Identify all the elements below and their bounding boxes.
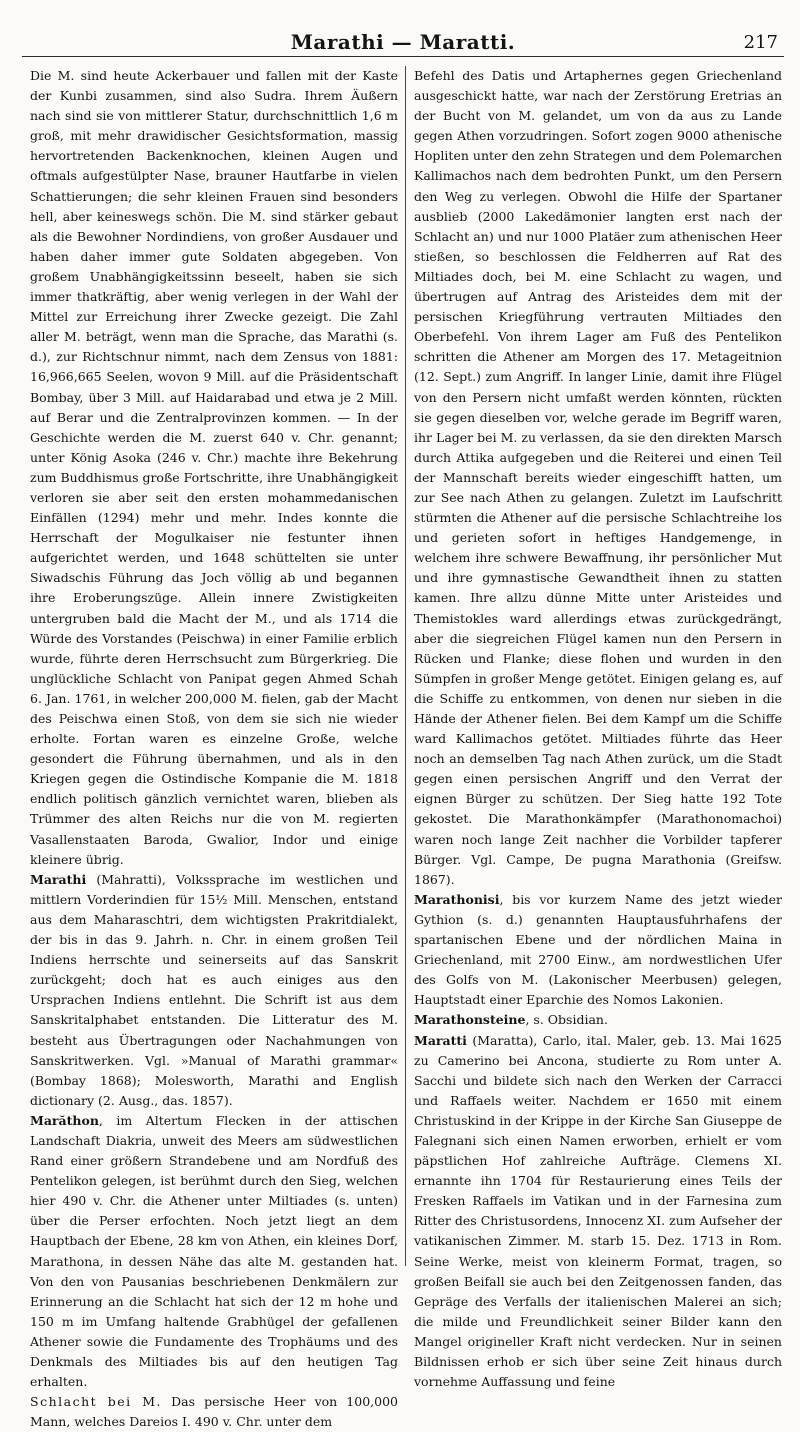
page-header <box>22 26 784 57</box>
right-column <box>414 66 782 1390</box>
entry-marathonsteine <box>414 1010 782 1030</box>
subentry-schlacht-text: Das persische Heer von 100,000 Mann, welches Dareios I. 490 v. Chr. unter dem <box>30 1394 398 1430</box>
running-title: Marathi — Maratti. <box>290 30 516 54</box>
lemma-marathi: Marathi <box>30 871 87 887</box>
lemma-maratti: Maratti <box>414 1032 467 1048</box>
dictionary-page <box>22 26 784 1430</box>
entry-marathi <box>30 870 398 1111</box>
left-column <box>30 66 399 1430</box>
subentry-schlacht-label: Schlacht bei M. <box>30 1394 162 1410</box>
entry-marathi-text: (Mahratti), Volkssprache im westlichen und mittlern Vorderindien für 15½ Mill. Menschen, entstand aus dem Maharaschtri, dem wichtigsten Prakritdialekt, der bis in das 9. Jahrh. n. Chr. in einem großen Teil Indiens herrschte und seinerseits auf das Sanskrit zurückgeht; doch hat es auch einiges aus den Ursprachen Indiens entlehnt. Die Schrift ist aus dem Sanskritalphabet entstanden. Die Litteratur des M. besteht aus Übertragungen oder Nachahmungen von Sanskritwerken. Vgl. »Manual of Marathi grammar« (Bombay 1868); Molesworth, Marathi and English dictionary (2. Ausg., das. 1857). <box>30 871 398 1108</box>
column-divider <box>405 66 406 1266</box>
text-columns <box>22 66 784 1430</box>
maratha-paragraph: Die M. sind heute Ackerbauer und fallen mit der Kaste der Kunbi zusammen, sind also Sudra. Ihrem Äußern nach sind sie von mittlerer Statur, durchschnittlich 1,6 m groß, mit mehr drawidischer Gesichtsformation, massig hervortretenden Backenknochen, kleinen Augen und oftmals aufgestülpter Nase, brauner Hautfarbe in vielen Schattierungen; die sehr kleinen Frauen sind besonders hell, aber keineswegs schön. Die M. sind stärker gebaut als die Bewohner Nordindiens, von großer Ausdauer und haben daher immer gute Soldaten abgegeben. Von großem Unabhängigkeitssinn beseelt, haben sie sich immer thatkräftig, aber wenig verlegen in der Wahl der Mittel zur Erreichung ihrer Zwecke gezeigt. Die Zahl aller M. beträgt, wenn man die Sprache, das Marathi (s. d.), zur Richtschnur nimmt, nach dem Zensus von 1881: 16,966,665 Seelen, wovon 9 Mill. auf die Präsidentschaft Bombay, über 3 Mill. auf Haidarabad und etwa je 2 Mill. auf Berar und die Zentralprovinzen kommen. — In der Geschichte werden die M. zuerst 640 v. Chr. genannt; unter König Asoka (246 v. Chr.) machte ihre Bekehrung zum Buddhismus große Fortschritte, ihre Unabhängigkeit verloren sie aber seit den ersten mohammedanischen Einfällen (1294) mehr und mehr. Indes konnte die Herrschaft der Mogulkaiser nie festunter ihnen aufgerichtet werden, und 1648 schüttelten sie unter Siwadschis Führung das Joch völlig ab und begannen ihre Eroberungszüge. Allein innere Zwistigkeiten untergruben bald die Macht der M., und als 1714 die Würde des Vorstandes (Peischwa) in einer Familie erblich wurde, führte deren Herrschsucht zum Bürgerkrieg. Die unglückliche Schlacht von Panipat gegen Ahmed Schah 6. Jan. 1761, in welcher 200,000 M. fielen, gab der Macht des Peischwa einen Stoß, von dem sie sich nie wieder erholte. Fortan waren es einzelne Große, welche gesondert die Führung übernahmen, und als in den Kriegen gegen die Ostindische Kompanie die M. 1818 endlich politisch gänzlich vernichtet waren, blieben als Trümmer des alten Reichs nur die von M. regierten Vasallenstaaten Baroda, Gwalior, Indor und einige kleinere übrig. <box>30 68 399 867</box>
entry-maratti <box>414 1031 782 1393</box>
entry-marathonisi-text: , bis vor kurzem Name des jetzt wieder Gythion (s. d.) genannten Hauptausfuhrhafens der spartanischen Ebene und der nördlichen Maina in Griechenland, mit 2700 Einw., am nordwestlichen Ufer des Golfs von M. (Lakonischer Meerbusen) gelegen, Hauptstadt einer Eparchie des Nomos Lakonien. <box>414 891 782 1008</box>
battle-paragraph: Befehl des Datis und Artaphernes gegen Griechenland ausgeschickt hatte, war nach der Zerstörung Eretrias an der Bucht von M. gelandet, um von da aus zu Lande gegen Athen vorzudringen. Sofort zogen 9000 athenische Hopliten unter den zehn Strategen und dem Polemarchen Kallimachos nach dem bedrohten Punkt, um den Persern den Weg zu verlegen. Obwohl die Hilfe der Spartaner ausblieb (2000 Lakedämonier langten erst nach der Schlacht an) und nur 1000 Platäer zum athenischen Heer stießen, so beschlossen die Feldherren auf Rat des Miltiades doch, bei M. eine Schlacht zu wagen, und übertrugen auf Antrag des Aristeides dem mit der persischen Kriegführung vertrauten Miltiades den Oberbefehl. Von ihrem Lager am Fuß des Pentelikon schritten die Athener am Morgen des 17. Metageitnion (12. Sept.) zum Angriff. In langer Linie, damit ihre Flügel von den Persern nicht umfaßt werden könnten, rückten sie gegen dieselben vor, welche gerade im Begriff waren, ihr Lager bei M. zu verlassen, da sie den direkten Marsch durch Attika aufgegeben und die Reiterei und einen Teil der Mannschaft bereits wieder eingeschifft hatten, um zur See nach Athen zu gelangen. Zuletzt im Laufschritt stürmten die Athener auf die persische Schlachtreihe los und gerieten sofort in heftiges Handgemenge, in welchem ihre schwere Bewaffnung, ihr persönlicher Mut und ihre gymnastische Gewandtheit ihnen zu statten kamen. Ihre allzu dünne Mitte unter Aristeides und Themistokles ward allerdings etwas zurückgedrängt, aber die siegreichen Flügel kamen nun den Persern in Rücken und Flanke; diese flohen und wurden in den Sümpfen in großer Menge getötet. Einigen gelang es, auf die Schiffe zu entkommen, von denen nur sieben in die Hände der Athener fielen. Bei dem Kampf um die Schiffe ward Kallimachos getötet. Miltiades führte das Heer noch an demselben Tag nach Athen zurück, um die Stadt gegen einen persischen Angriff und den Verrat der eignen Bürger zu schützen. Der Sieg hatte 192 Tote gekostet. Die Marathonkämpfer (Marathonomachoi) waren noch lange Zeit nachher die Vorbilder tapferer Bürger. Vgl. Campe, De pugna Marathonia (Greifsw. 1867). <box>414 68 782 887</box>
lemma-marathon: Marăthon <box>30 1112 99 1128</box>
subentry-schlacht <box>30 1392 398 1432</box>
page-number: 217 <box>743 32 778 53</box>
lemma-marathonsteine: Marathonsteine <box>414 1012 526 1028</box>
lemma-marathonisi: Marathonisi <box>414 891 500 907</box>
entry-maratti-text: (Maratta), Carlo, ital. Maler, geb. 13. Mai 1625 zu Camerino bei Ancona, studierte zu Rom unter A. Sacchi und bildete sich nach den Werken der Carracci und Raffaels weiter. Nachdem er 1650 mit einem Christuskind in der Krippe in der Kirche San Giuseppe de Falegnani sich einen Namen erworben, erhielt er vom päpstlichen Hof zahlreiche Aufträge. Clemens XI. ernannte ihn 1704 für Restaurierung eines Teils der Fresken Raffaels im Vatikan und in der Farnesina zum Ritter des Christusordens, Innocenz XI. zum Aufseher der vatikanischen Zimmer. M. starb 15. Dez. 1713 in Rom. Seine Werke, meist von kleinerm Format, tragen, so großen Beifall sie auch bei den Zeitgenossen fanden, das Gepräge des Verfalls der italienischen Malerei an sich; die milde und Freundlichkeit seiner Bilder kann den Mangel origineller Kraft nicht verdecken. Nur in seinen Bildnissen erhob er sich über seine Zeit hinaus durch vornehme Auffassung und feine <box>414 1032 782 1390</box>
entry-marathon-text: , im Altertum Flecken in der attischen Landschaft Diakria, unweit des Meers am südwestlichen Rand einer größern Strandebene und am Nordfuß des Pentelikon gelegen, ist berühmt durch den Sieg, welchen hier 490 v. Chr. die Athener unter Miltiades (s. unten) über die Perser erfochten. Noch jetzt liegt an dem Hauptbach der Ebene, 28 km von Athen, ein kleines Dorf, Marathona, in dessen Nähe das alte M. gestanden hat. Von den von Pausanias beschriebenen Denkmälern zur Erinnerung an die Schlacht hat sich der 12 m hohe und 150 m im Umfang haltende Grabhügel der gefallenen Athener sowie die Fundamente des Trophäums und des Denkmals des Miltiades bis auf den heutigen Tag erhalten. <box>30 1112 398 1390</box>
entry-marathon <box>30 1111 398 1392</box>
entry-marathonisi <box>414 890 782 1011</box>
entry-marathonsteine-text: , s. Obsidian. <box>525 1012 608 1028</box>
